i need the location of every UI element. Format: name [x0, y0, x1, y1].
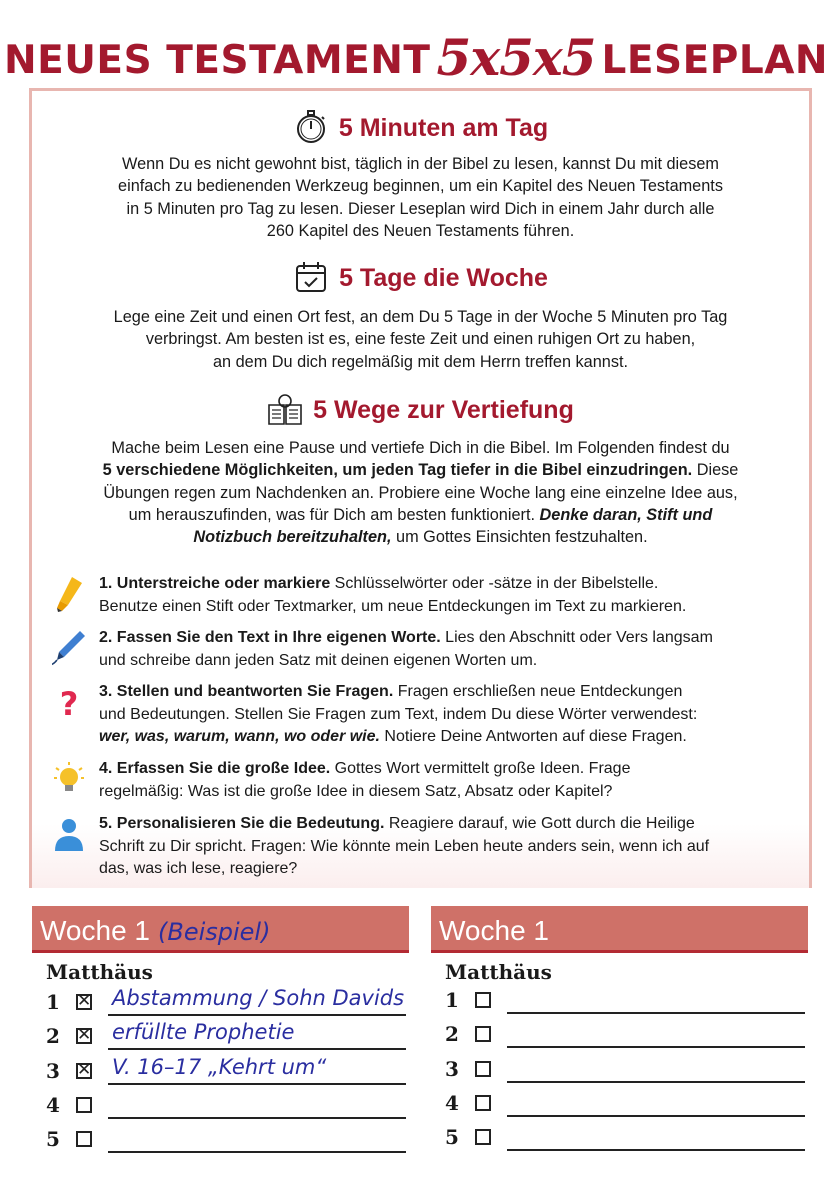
highlighter-icon [52, 575, 86, 613]
list-item-text [99, 573, 789, 618]
book-name: Matthäus [445, 960, 552, 984]
week-title: Woche 1 [40, 915, 150, 946]
item-text: das, was ich lese, reagiere? [99, 860, 298, 877]
reading-row [445, 1055, 805, 1085]
text: Mache beim Lesen eine Pause und vertiefe Dich in die Bibel. Im Folgenden findest du [111, 439, 730, 457]
checkmark-icon: ✕ [77, 1060, 92, 1079]
day-checkbox[interactable] [76, 1060, 92, 1079]
day-number: 3 [445, 1057, 459, 1081]
week-card-blank [431, 906, 808, 1149]
item-text: und schreibe dann jeden Satz mit deinen eigenen Worten um. [99, 651, 538, 669]
item-text: Schlüsselwörter oder -sätze in der Bibelstelle. [330, 575, 659, 592]
paragraph-line: Lege eine Zeit und einen Ort fest, an dem Du 5 Tage in der Woche 5 Minuten pro Tag [113, 308, 728, 326]
title-script: 5x5x5 [436, 28, 596, 87]
item-text: Fragen erschließen neue Entdeckungen [393, 683, 683, 700]
week-title: Woche 1 [439, 915, 549, 946]
entry-line [108, 1014, 406, 1016]
day-checkbox[interactable] [475, 1129, 491, 1145]
reading-row [46, 1125, 406, 1155]
item-bold: 5. Personalisieren Sie die Bedeutung. [99, 815, 385, 832]
entry-text[interactable]: Abstammung / Sohn Davids [112, 986, 405, 1010]
week-header [32, 906, 409, 953]
section-title-days [32, 259, 809, 295]
person-icon [52, 815, 86, 853]
bold-text: 5 verschiedene Möglichkeiten, um jeden Tag tiefer in die Bibel einzudringen. [102, 461, 693, 480]
paragraph-line: Wenn Du es nicht gewohnt bist, täglich in der Bibel zu lesen, kannst Du mit diesem [122, 155, 719, 173]
paragraph-line [72, 504, 769, 526]
entry-line [108, 1083, 406, 1085]
text: Diese [692, 461, 739, 480]
calendar-icon [293, 259, 329, 295]
item-bold: 1. Unterstreiche oder markiere [99, 575, 331, 592]
day-checkbox[interactable] [475, 1061, 491, 1077]
section-paragraph-days [72, 306, 769, 373]
day-number: 5 [46, 1127, 60, 1151]
entry-line[interactable] [507, 1149, 805, 1151]
item-text: Notiere Deine Antworten auf diese Fragen. [379, 728, 687, 745]
entry-line[interactable] [507, 1115, 805, 1117]
checkmark-icon: ✕ [77, 991, 92, 1010]
paragraph-line: verbringst. Am besten ist es, eine feste Zeit und einen ruhigen Ort zu haben, [145, 330, 696, 349]
week-note: (Beispiel) [158, 918, 271, 946]
entry-text[interactable]: V. 16–17 „Kehrt um“ [112, 1055, 327, 1079]
day-number: 4 [46, 1093, 60, 1117]
day-checkbox[interactable] [475, 992, 491, 1008]
section-title-text: 5 Wege zur Vertiefung [313, 396, 574, 424]
item-text: regelmäßig: Was ist die große Idee in diesem Satz, Absatz oder Kapitel? [99, 782, 613, 800]
paragraph-line: 260 Kapitel des Neuen Testaments führen. [266, 221, 575, 240]
section-title-minutes [32, 109, 809, 145]
reading-row [445, 1089, 805, 1119]
day-number: 3 [46, 1059, 60, 1083]
book-idea-icon [267, 391, 303, 427]
item-text: Lies den Abschnitt oder Vers langsam [440, 629, 713, 646]
section-title-text: 5 Tage die Woche [339, 264, 548, 292]
section-title-ways [32, 391, 809, 427]
paragraph-line [72, 526, 769, 548]
section-title-text: 5 Minuten am Tag [338, 114, 549, 142]
entry-line[interactable] [507, 1046, 805, 1048]
info-box [29, 88, 812, 888]
entry-line [108, 1117, 406, 1119]
list-item-text [99, 681, 789, 749]
question-mark-icon [52, 683, 86, 721]
list-item-text [99, 627, 789, 672]
day-number: 1 [445, 988, 459, 1012]
paragraph-line: in 5 Minuten pro Tag zu lesen. Dieser Leseplan wird Dich in einem Jahr durch alle [126, 199, 715, 218]
page-header [0, 0, 832, 86]
text: Übungen regen zum Nachdenken an. Probiere eine Woche lang eine einzelne Idee aus, [103, 483, 738, 502]
entry-text[interactable]: erfüllte Prophetie [112, 1020, 295, 1044]
text: um herauszufinden, was für Dich am besten funktioniert. [128, 505, 540, 524]
item-bold: 3. Stellen und beantworten Sie Fragen. [99, 683, 394, 700]
paragraph-line [72, 459, 769, 481]
stopwatch-icon [293, 109, 329, 145]
title-right: LESEPLAN [601, 38, 829, 83]
day-checkbox[interactable] [76, 991, 92, 1010]
title-left: NEUES TESTAMENT [3, 38, 431, 83]
day-number: 2 [445, 1022, 459, 1046]
book-name: Matthäus [46, 960, 153, 984]
list-item-text [99, 758, 789, 803]
pen-icon [52, 629, 86, 667]
item-text: Reagiere darauf, wie Gott durch die Heilige [384, 815, 695, 832]
italic-text: Notizbuch bereitzuhalten, [193, 528, 392, 547]
item-bold: 4. Erfassen Sie die große Idee. [99, 760, 331, 777]
entry-line [108, 1151, 406, 1153]
section-paragraph-ways [72, 437, 769, 548]
italic-text: Denke daran, Stift und [539, 505, 713, 524]
day-number: 4 [445, 1091, 459, 1115]
entry-line[interactable] [507, 1081, 805, 1083]
item-text: Benutze einen Stift oder Textmarker, um neue Entdeckungen im Text zu markieren. [99, 597, 687, 615]
paragraph-line: einfach zu bedienenden Werkzeug beginnen, um ein Kapitel des Neuen Testaments [118, 177, 723, 196]
reading-row [46, 1091, 406, 1121]
day-checkbox[interactable] [76, 1131, 92, 1147]
paragraph-line [72, 437, 769, 459]
reading-row [46, 1057, 406, 1087]
entry-line [108, 1048, 406, 1050]
item-italic: wer, was, warum, wann, wo oder wie. [99, 728, 380, 745]
paragraph-line: an dem Du dich regelmäßig mit dem Herrn treffen kannst. [212, 352, 629, 371]
page-title [0, 28, 832, 87]
section-paragraph-minutes [72, 153, 769, 242]
reading-row [445, 986, 805, 1016]
day-checkbox[interactable] [76, 1025, 92, 1044]
reading-row [46, 1022, 406, 1052]
light-bulb-icon [52, 760, 86, 798]
text: um Gottes Einsichten festzuhalten. [391, 528, 648, 547]
reading-row [445, 1123, 805, 1153]
day-number: 1 [46, 990, 60, 1014]
reading-row [445, 1020, 805, 1050]
week-header [431, 906, 808, 953]
item-bold: 2. Fassen Sie den Text in Ihre eigenen Worte. [99, 629, 441, 646]
svg-text:?: ? [59, 685, 79, 721]
item-text: und Bedeutungen. Stellen Sie Fragen zum Text, indem Du diese Wörter verwendest: [99, 705, 698, 723]
reading-row [46, 988, 406, 1018]
week-card-example [32, 906, 409, 1151]
day-number: 2 [46, 1024, 60, 1048]
day-checkbox[interactable] [475, 1026, 491, 1042]
day-number: 5 [445, 1125, 459, 1149]
item-text: Gottes Wort vermittelt große Ideen. Frage [330, 760, 631, 777]
day-checkbox[interactable] [475, 1095, 491, 1111]
entry-line[interactable] [507, 1012, 805, 1014]
item-text: Schrift zu Dir spricht. Fragen: Wie könnte mein Leben heute anders sein, wenn ich auf [99, 837, 710, 855]
day-checkbox[interactable] [76, 1097, 92, 1113]
list-item-text [99, 813, 789, 881]
checkmark-icon: ✕ [77, 1025, 92, 1044]
paragraph-line [72, 482, 769, 504]
